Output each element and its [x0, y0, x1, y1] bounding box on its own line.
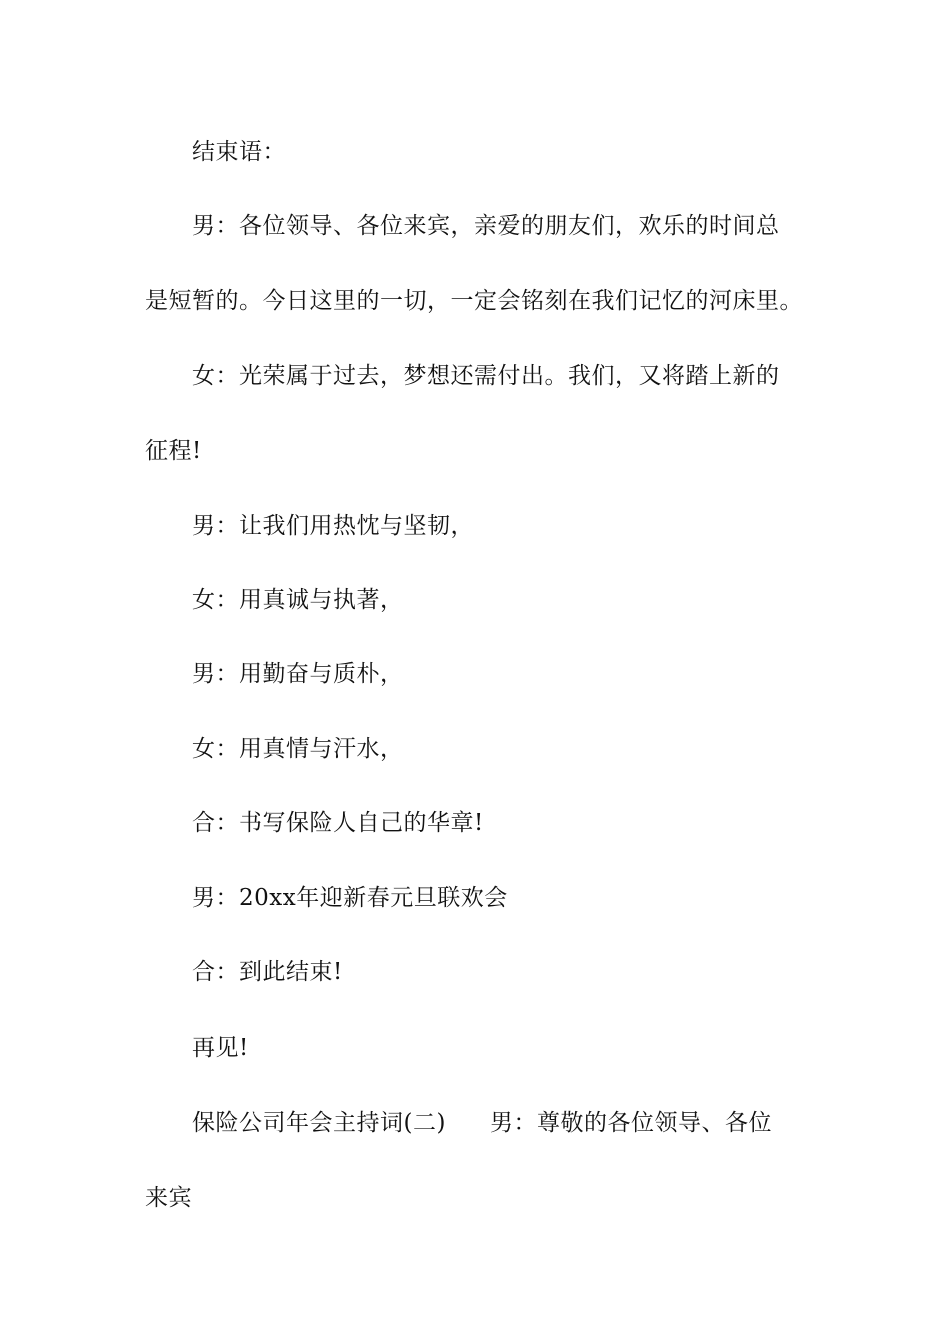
section-heading-line	[192, 1108, 862, 1138]
paragraph-line: 合：书写保险人自己的华章!	[192, 810, 484, 836]
paragraph-line: 是短暂的。今日这里的一切，一定会铭刻在我们记忆的河床里。	[145, 288, 803, 314]
paragraph-line: 来宾	[145, 1185, 192, 1211]
section-title: 保险公司年会主持词(二)	[192, 1110, 446, 1136]
section-intro: 男：尊敬的各位领导、各位	[489, 1110, 772, 1136]
paragraph-line: 再见!	[192, 1035, 249, 1061]
paragraph-line: 合：到此结束!	[192, 959, 343, 985]
paragraph-line: 男：20xx年迎新春元旦联欢会	[192, 885, 508, 911]
paragraph-line: 征程!	[145, 438, 202, 464]
paragraph-line: 男：各位领导、各位来宾，亲爱的朋友们，欢乐的时间总	[192, 213, 780, 239]
paragraph-line: 女：用真情与汗水，	[192, 736, 404, 762]
paragraph-line: 男：让我们用热忱与坚韧，	[192, 513, 474, 539]
closing-heading: 结束语：	[192, 139, 286, 165]
paragraph-line: 女：用真诚与执著，	[192, 587, 404, 613]
paragraph-line: 女：光荣属于过去，梦想还需付出。我们，又将踏上新的	[192, 363, 780, 389]
paragraph-line: 男：用勤奋与质朴，	[192, 661, 404, 687]
